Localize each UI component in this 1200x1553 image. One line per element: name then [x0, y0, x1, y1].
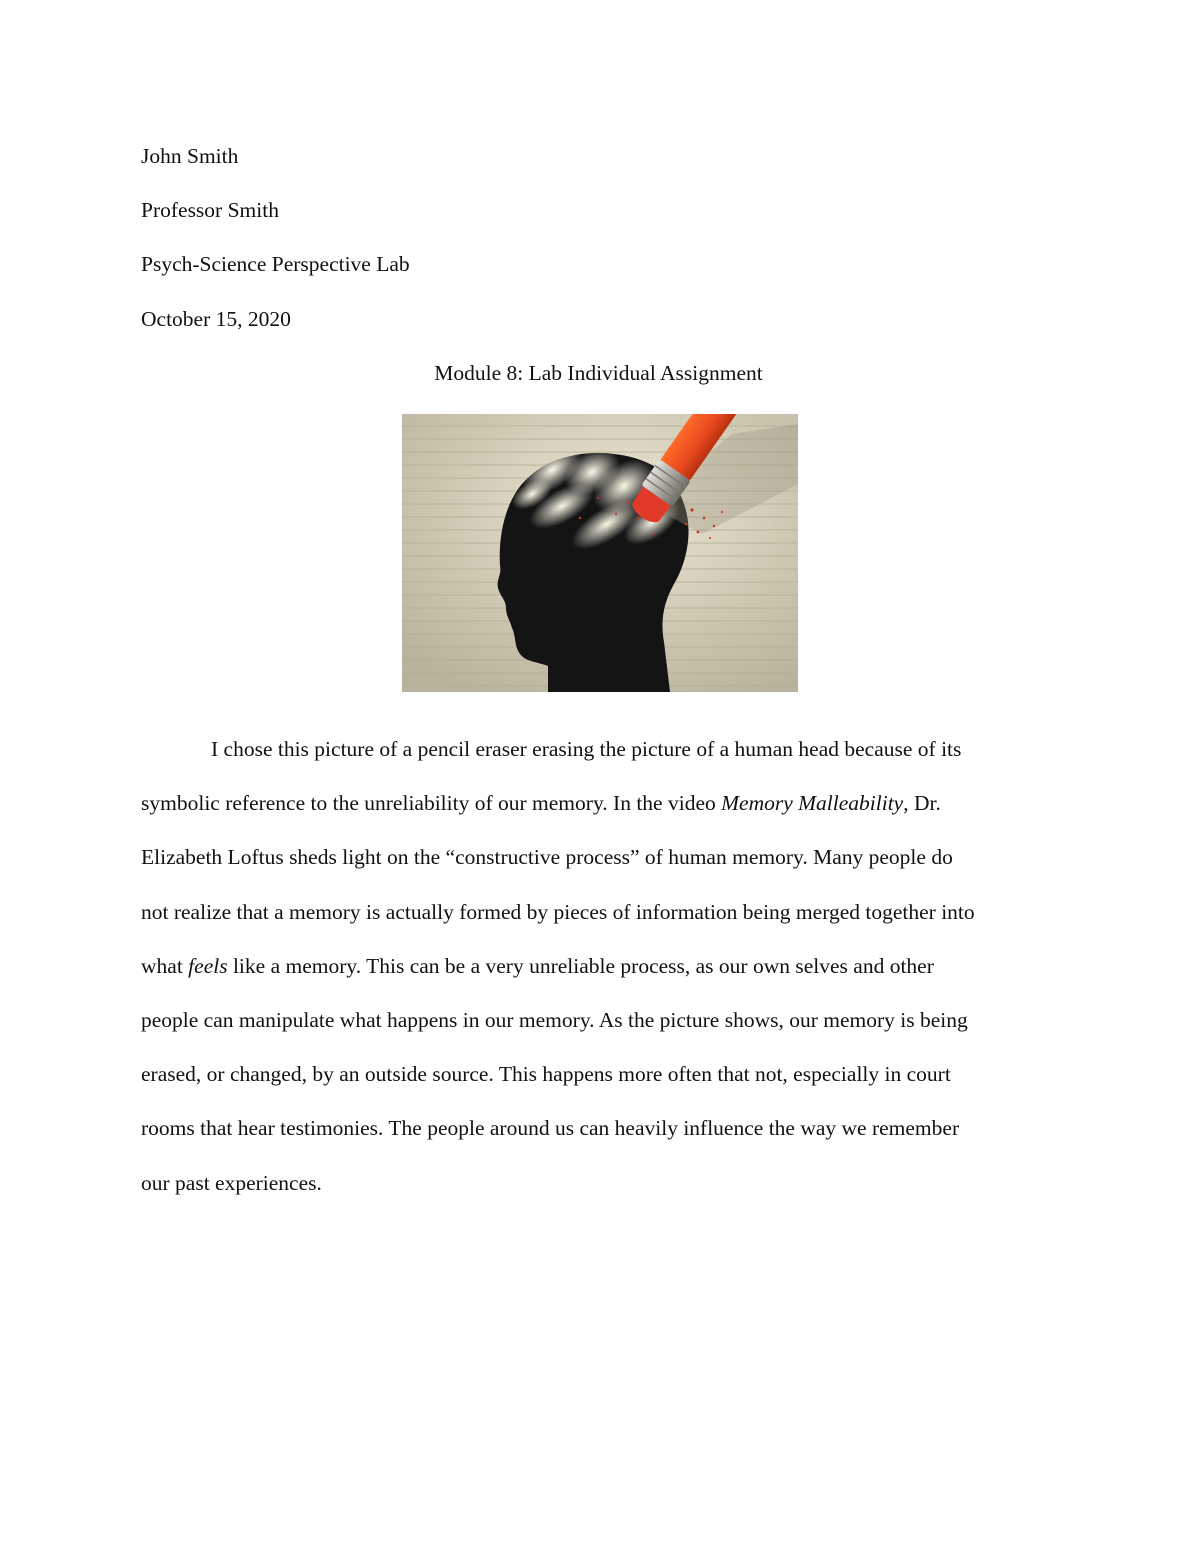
student-name: John Smith	[141, 144, 239, 168]
paragraph-text: , Dr.	[903, 791, 941, 816]
document-title: Module 8: Lab Individual Assignment	[434, 361, 763, 385]
paragraph-line	[141, 776, 1066, 830]
paragraph-text: symbolic reference to the unreliability of our memory. In the video	[141, 791, 722, 816]
eraser-head-illustration	[402, 414, 798, 692]
paragraph-text: people can manipulate what happens in our memory. As the picture shows, our memory is being	[141, 1008, 968, 1033]
paragraph-text: Elizabeth Loftus sheds light on the “constructive process” of human memory. Many people do	[141, 845, 953, 870]
paragraph-text: rooms that hear testimonies. The people around us can heavily influence the way we remember	[141, 1116, 960, 1141]
paragraph-text: like a memory. This can be a very unreliable process, as our own selves and other	[227, 953, 934, 978]
paragraph-line	[141, 1047, 1066, 1101]
paragraph-text: erased, or changed, by an outside source. This happens more often that not, especially in court	[141, 1062, 951, 1087]
paragraph-line	[141, 1101, 1066, 1155]
paragraph-line	[141, 885, 1066, 939]
italic-text: Memory Malleability	[721, 791, 904, 816]
illustration-svg	[402, 414, 798, 692]
paragraph-text: what	[141, 953, 189, 978]
paragraph-line	[141, 993, 1066, 1047]
paragraph-line	[141, 1156, 1066, 1210]
course-name: Psych-Science Perspective Lab	[141, 252, 410, 276]
italic-text: feels	[188, 953, 228, 978]
assignment-date: October 15, 2020	[141, 307, 291, 331]
paragraph-line	[141, 939, 1066, 993]
paragraph-text: not realize that a memory is actually formed by pieces of information being merged together into	[141, 899, 975, 924]
paragraph-line	[141, 830, 1066, 884]
body-paragraph	[141, 722, 1066, 1210]
paragraph-text: I chose this picture of a pencil eraser erasing the picture of a human head because of its	[211, 737, 962, 761]
paragraph-line	[141, 722, 1066, 776]
paragraph-text: our past experiences.	[141, 1170, 322, 1195]
professor-name: Professor Smith	[141, 198, 279, 222]
